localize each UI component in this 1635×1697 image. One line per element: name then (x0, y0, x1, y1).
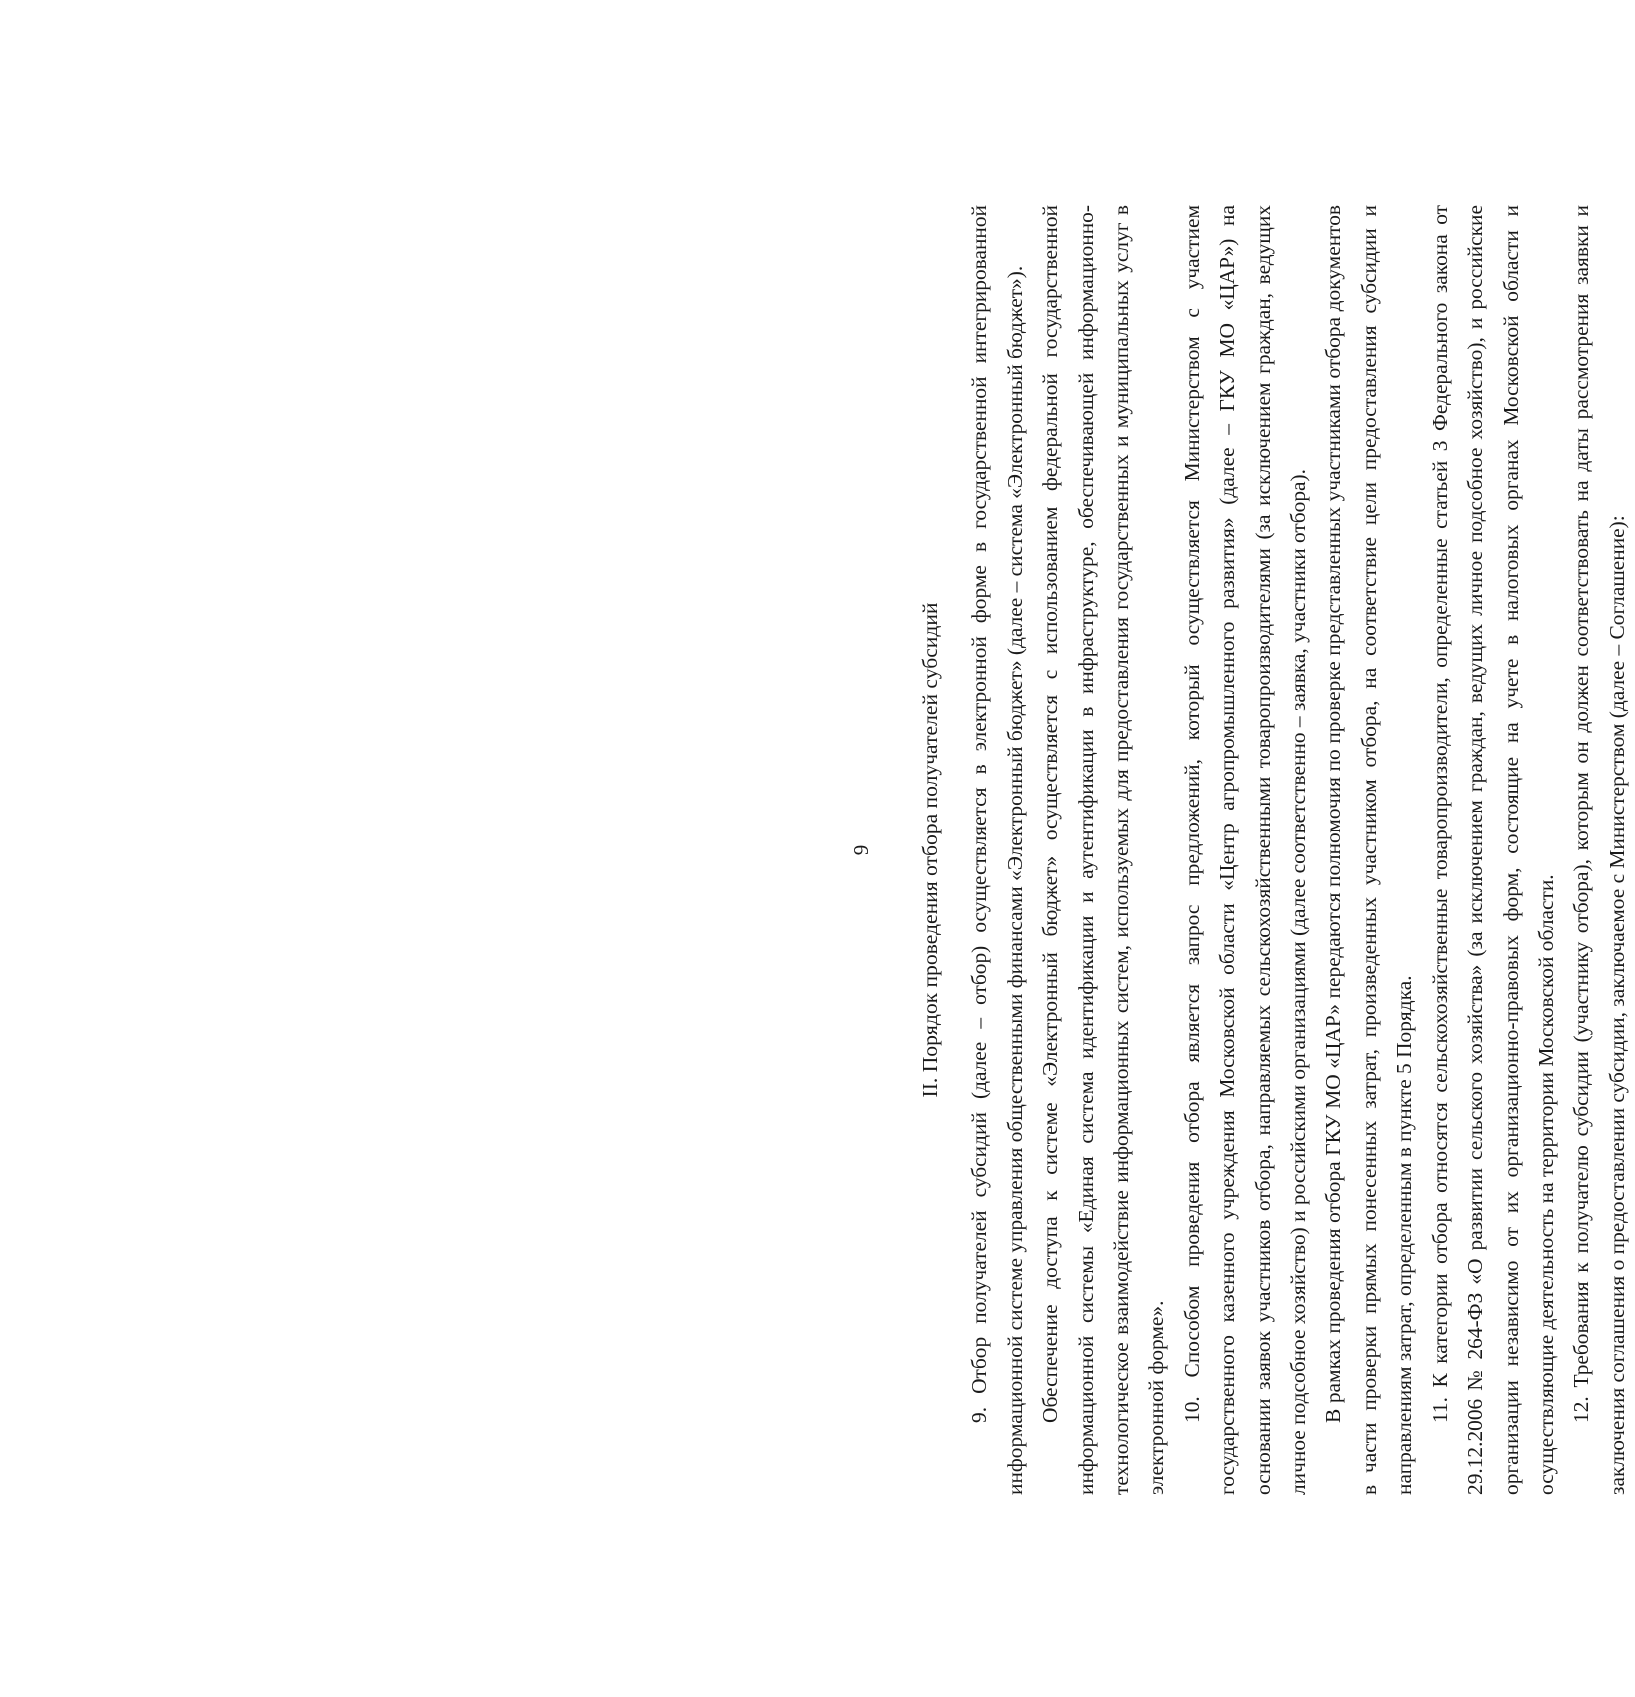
paragraph: 9. Отбор получателей субсидий (далее – отбор) осуществляется в электронной форме в государственной интегрированной информационной системе управления общественными финансами «Электронный бюджет» (далее – система «Электронный бюджет»). (967, 205, 1027, 1495)
rotated-text-block (845, 205, 1629, 1495)
section-title: II. Порядок проведения отбора получателей субсидий (918, 602, 942, 1098)
paragraph: 12. Требования к получателю субсидии (участнику отбора), которым он должен соответствовать на даты рассмотрения заявки и заключения соглашения о предоставлении субсидии, заключаемое с Министерством (далее – Соглашение): (1569, 205, 1629, 1495)
page-number: 9 (849, 844, 873, 856)
paragraph: 11. К категории отбора относятся сельскохозяйственные товаропроизводители, определенные статьей 3 Федерального закона от 29.12.2006 № 264-ФЗ «О развитии сельского хозяйства» (за исключением граждан, ведущих личное подсобное хозяйство), и российские организации независимо от их организационно-правовых форм, состоящие на учете в налоговых органах Московской области и осуществляющие деятельность на территории Московской области. (1427, 205, 1558, 1495)
paragraph: В рамках проведения отбора ГКУ МО «ЦАР» передаются полномочия по проверке представленных участниками отбора документов в части проверки прямых понесенных затрат, произведенных участником отбора, на соответствие цели предоставления субсидии и направлениям затрат, определенным в пункте 5 Порядка. (1321, 205, 1417, 1495)
paragraph: Обеспечение доступа к системе «Электронный бюджет» осуществляется с использованием федеральной государственной информационной системы «Единая система идентификации и аутентификации в инфраструктуре, обеспечивающей информационно-технологическое взаимодействие информационных систем, используемых для предоставления государственных и муниципальных услуг в электронной форме». (1038, 205, 1169, 1495)
paragraph: 10. Способом проведения отбора является запрос предложений, который осуществляется Министерством с участием государственного казенного учреждения Московской области «Центр агропромышленного развития» (далее – ГКУ МО «ЦАР») на основании заявок участников отбора, направляемых сельскохозяйственными товаропроизводителями (за исключением граждан, ведущих личное подсобное хозяйство) и российскими организациями (далее соответственно – заявка, участники отбора). (1179, 205, 1311, 1495)
